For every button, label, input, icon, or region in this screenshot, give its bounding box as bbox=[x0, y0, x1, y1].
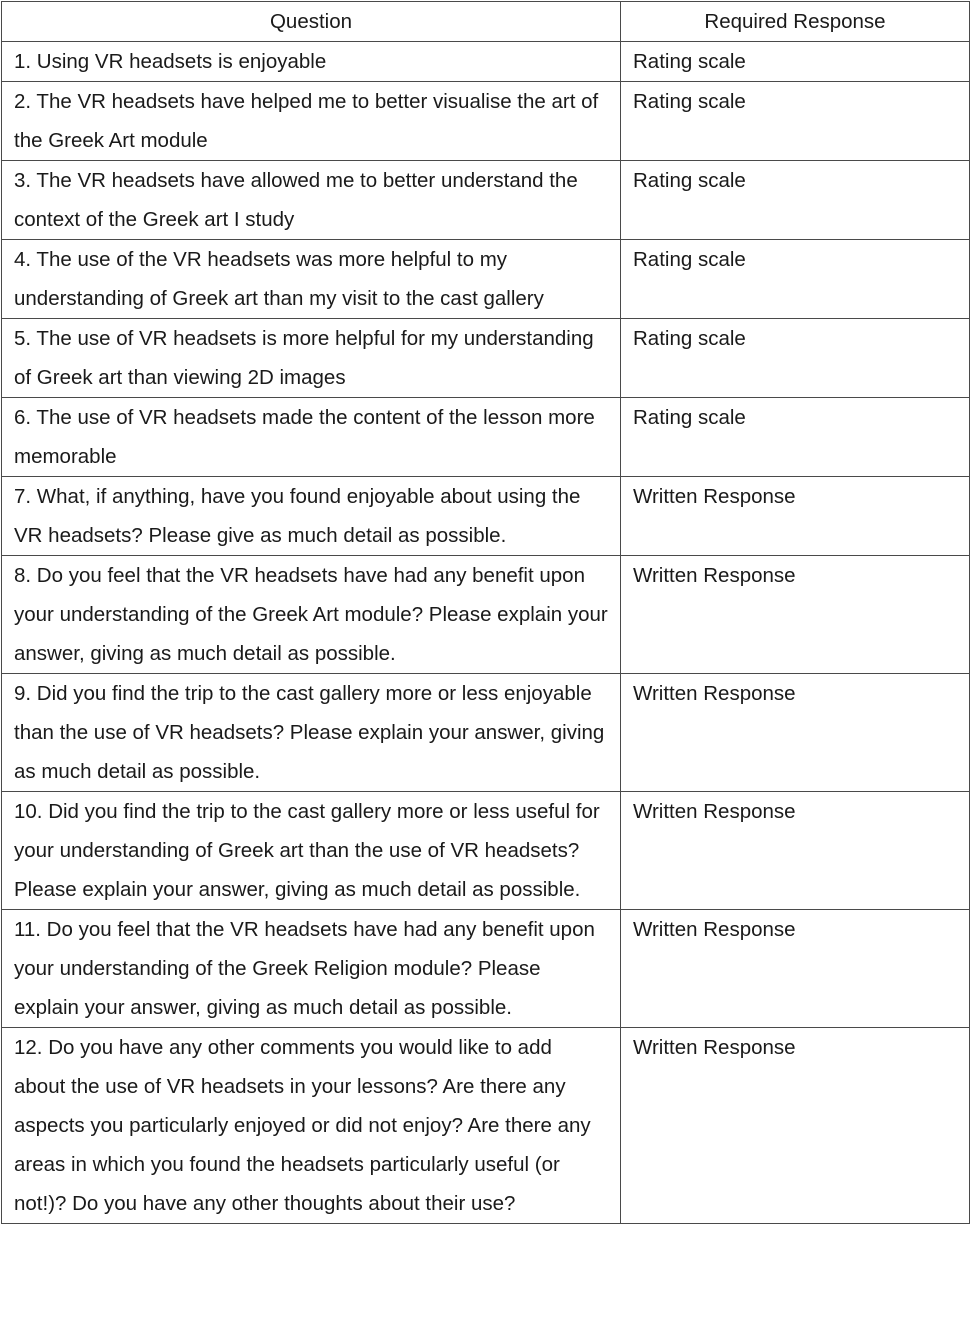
response-type-cell: Rating scale bbox=[621, 240, 970, 319]
response-type-cell: Rating scale bbox=[621, 82, 970, 161]
table-header-row bbox=[2, 2, 970, 42]
question-cell: 8. Do you feel that the VR headsets have had any benefit upon your understanding of the Greek Art module? Please explain your answer, giving as much detail as possible. bbox=[2, 556, 621, 674]
question-cell: 9. Did you find the trip to the cast gallery more or less enjoyable than the use of VR headsets? Please explain your answer, giving as much detail as possible. bbox=[2, 674, 621, 792]
header-required-response: Required Response bbox=[621, 2, 970, 42]
question-cell: 3. The VR headsets have allowed me to better understand the context of the Greek art I study bbox=[2, 161, 621, 240]
survey-questions-table bbox=[1, 1, 970, 1224]
table-row bbox=[2, 910, 970, 1028]
question-cell: 1. Using VR headsets is enjoyable bbox=[2, 42, 621, 82]
header-question: Question bbox=[2, 2, 621, 42]
response-type-cell: Written Response bbox=[621, 477, 970, 556]
table-row bbox=[2, 319, 970, 398]
table-row bbox=[2, 82, 970, 161]
table-row bbox=[2, 398, 970, 477]
table-row bbox=[2, 42, 970, 82]
response-type-cell: Rating scale bbox=[621, 319, 970, 398]
response-type-cell: Rating scale bbox=[621, 398, 970, 477]
question-cell: 4. The use of the VR headsets was more helpful to my understanding of Greek art than my visit to the cast gallery bbox=[2, 240, 621, 319]
question-cell: 6. The use of VR headsets made the content of the lesson more memorable bbox=[2, 398, 621, 477]
response-type-cell: Rating scale bbox=[621, 42, 970, 82]
question-cell: 10. Did you find the trip to the cast gallery more or less useful for your understanding of Greek art than the use of VR headsets? Please explain your answer, giving as much detail as possible. bbox=[2, 792, 621, 910]
table-row bbox=[2, 556, 970, 674]
table-row bbox=[2, 1028, 970, 1224]
response-type-cell: Written Response bbox=[621, 1028, 970, 1224]
response-type-cell: Rating scale bbox=[621, 161, 970, 240]
table-row bbox=[2, 792, 970, 910]
table-row bbox=[2, 240, 970, 319]
question-cell: 11. Do you feel that the VR headsets have had any benefit upon your understanding of the Greek Religion module? Please explain your answer, giving as much detail as possible. bbox=[2, 910, 621, 1028]
table-row bbox=[2, 477, 970, 556]
question-cell: 5. The use of VR headsets is more helpful for my understanding of Greek art than viewing 2D images bbox=[2, 319, 621, 398]
question-cell: 7. What, if anything, have you found enjoyable about using the VR headsets? Please give as much detail as possible. bbox=[2, 477, 621, 556]
response-type-cell: Written Response bbox=[621, 556, 970, 674]
table-row bbox=[2, 161, 970, 240]
question-cell: 12. Do you have any other comments you would like to add about the use of VR headsets in your lessons? Are there any aspects you particularly enjoyed or did not enjoy? Are there any areas in which you found the headsets particularly useful (or not!)? Do you have any other thoughts about their use? bbox=[2, 1028, 621, 1224]
response-type-cell: Written Response bbox=[621, 910, 970, 1028]
response-type-cell: Written Response bbox=[621, 674, 970, 792]
response-type-cell: Written Response bbox=[621, 792, 970, 910]
question-cell: 2. The VR headsets have helped me to better visualise the art of the Greek Art module bbox=[2, 82, 621, 161]
table-row bbox=[2, 674, 970, 792]
